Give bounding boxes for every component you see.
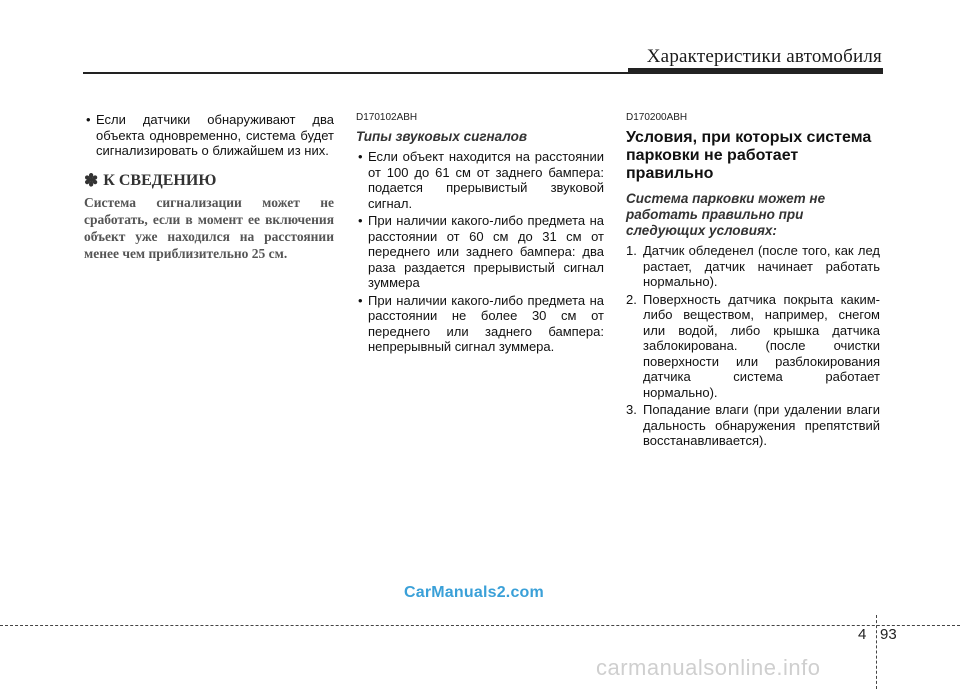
- note-body: Система сигнализации может не сработать, если в момент ее включения объект уже находился на расстоянии менее чем приблизительно 25 см.: [84, 195, 334, 261]
- header-title: Характеристики автомобиля: [646, 46, 882, 67]
- note-heading: [84, 170, 334, 190]
- bullet-item: • Если объект находится на расстоянии от 100 до 61 см от заднего бампера: подается прерывистый звуковой сигнал.: [356, 149, 604, 211]
- section-code: D170200ABH: [626, 112, 688, 123]
- note-title: К СВЕДЕНИЮ: [103, 171, 217, 189]
- bullet-item: • Если датчики обнаруживают два объекта одновременно, система будет сигнализировать о ближайшем из них.: [84, 112, 334, 159]
- list-number: 3.: [626, 402, 637, 417]
- watermark-link[interactable]: CarManuals2.com: [404, 584, 544, 601]
- bullet-item: • При наличии какого-либо предмета на расстоянии не более 30 см от переднего или заднего бампера: непрерывный сигнал зуммера.: [356, 293, 604, 355]
- footer-site-watermark: carmanualsonline.info: [596, 655, 821, 680]
- column-middle: [356, 112, 604, 357]
- subsection-title: Типы звуковых сигналов: [356, 129, 527, 144]
- column-left: [84, 112, 334, 262]
- subsection-title: Система парковки может не работать правильно при следующих условиях:: [626, 191, 826, 238]
- footer-divider: [0, 625, 960, 626]
- column-right: [626, 112, 880, 451]
- page-number: 93: [880, 626, 897, 643]
- list-text: Датчик обледенел (после того, как лед растает, датчик начинает работать нормально).: [643, 243, 880, 289]
- list-item: [626, 292, 880, 401]
- list-number: 1.: [626, 243, 637, 258]
- list-text: Поверхность датчика покрыта каким-либо веществом, например, снегом или водой, либо крышка датчика заблокирована. (после очистки поверхности или разблокирования датчика система работает нормально).: [643, 291, 880, 400]
- list-item: [626, 243, 880, 290]
- section-code: D170102ABH: [356, 112, 418, 123]
- star-icon: ✽: [84, 170, 99, 190]
- footer-vertical-divider: [876, 615, 877, 689]
- chapter-number: 4: [858, 626, 867, 643]
- list-text: Попадание влаги (при удалении влаги дальность обнаружения препятствий восстанавливается).: [643, 402, 880, 448]
- header-rule-thin: [83, 72, 883, 74]
- list-item: [626, 402, 880, 449]
- section-title: Условия, при которых система парковки не работает правильно: [626, 129, 872, 182]
- bullet-item: • При наличии какого-либо предмета на расстоянии от 60 см до 31 см от переднего или заднего бампера: два раза раздается прерывистый сигнал зуммера: [356, 213, 604, 291]
- list-number: 2.: [626, 291, 637, 307]
